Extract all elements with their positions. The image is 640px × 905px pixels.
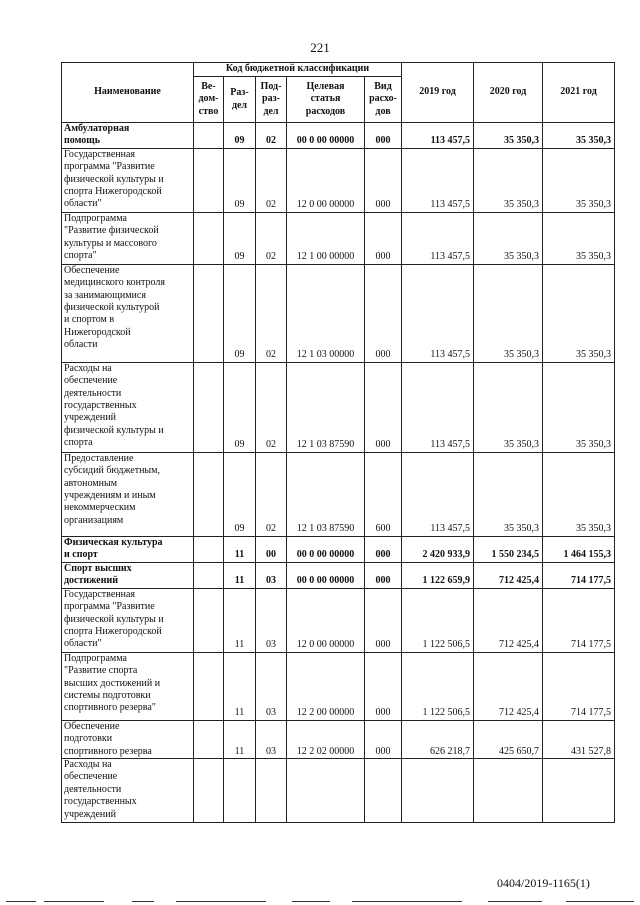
cell-2021: 1 464 155,3 [543, 536, 615, 562]
cell-razdel: 09 [224, 452, 256, 536]
cell-2021: 714 177,5 [543, 652, 615, 720]
header-vid: Вид расхо- дов [365, 77, 402, 123]
cell-vedomstvo [194, 362, 224, 452]
table-row [62, 148, 615, 212]
row-name [62, 652, 194, 720]
cell-vid-rashodov: 000 [365, 536, 402, 562]
cell-razdel: 11 [224, 536, 256, 562]
cell-2020: 425 650,7 [474, 720, 543, 758]
cell-2021: 35 350,3 [543, 264, 615, 362]
cell-vedomstvo [194, 759, 224, 823]
cell-vedomstvo [194, 452, 224, 536]
cell-2020: 35 350,3 [474, 212, 543, 264]
cell-razdel: 11 [224, 720, 256, 758]
row-name-text: Расходы на обеспечение деятельности государственных учреждений физической культуры и спорта [64, 362, 164, 449]
cell-2019: 1 122 506,5 [402, 588, 474, 652]
header-celevaya: Целевая статья расходов [287, 77, 365, 123]
cell-vedomstvo [194, 562, 224, 588]
cell-2019: 113 457,5 [402, 452, 474, 536]
cell-podrazdel: 02 [256, 123, 287, 149]
table-row [62, 452, 615, 536]
cell-2020: 35 350,3 [474, 123, 543, 149]
cell-vedomstvo [194, 148, 224, 212]
header-code-group: Код бюджетной классификации [194, 63, 402, 77]
table-row [62, 562, 615, 588]
row-name [62, 720, 194, 758]
cell-razdel: 09 [224, 212, 256, 264]
cell-2020: 35 350,3 [474, 452, 543, 536]
cell-celevaya-statya: 12 1 03 87590 [287, 362, 365, 452]
cell-razdel: 09 [224, 362, 256, 452]
cell-2020: 35 350,3 [474, 264, 543, 362]
cell-vid-rashodov: 000 [365, 264, 402, 362]
cell-2020: 1 550 234,5 [474, 536, 543, 562]
cell-2020: 35 350,3 [474, 362, 543, 452]
cell-2021 [543, 759, 615, 823]
table-row [62, 362, 615, 452]
cell-2019: 2 420 933,9 [402, 536, 474, 562]
table-row [62, 652, 615, 720]
table-row [62, 759, 615, 823]
cell-2021: 35 350,3 [543, 123, 615, 149]
header-podrazdel: Под- раз- дел [256, 77, 287, 123]
row-name [62, 759, 194, 823]
cell-2019: 113 457,5 [402, 148, 474, 212]
table-row [62, 720, 615, 758]
cell-razdel: 09 [224, 123, 256, 149]
row-name [62, 212, 194, 264]
cell-razdel: 11 [224, 652, 256, 720]
header-name: Наименование [62, 63, 194, 123]
row-name-text: Подпрограмма "Развитие физической культуры и массового спорта" [64, 212, 159, 262]
cell-podrazdel [256, 759, 287, 823]
cell-celevaya-statya: 12 2 00 00000 [287, 652, 365, 720]
cell-podrazdel: 03 [256, 562, 287, 588]
cell-2020: 712 425,4 [474, 562, 543, 588]
row-name-text: Государственная программа "Развитие физической культуры и спорта Нижегородской области" [64, 148, 164, 210]
cell-vid-rashodov: 000 [365, 652, 402, 720]
cell-vid-rashodov: 000 [365, 562, 402, 588]
cell-vedomstvo [194, 588, 224, 652]
cell-razdel: 09 [224, 148, 256, 212]
table-row [62, 536, 615, 562]
cell-vedomstvo [194, 652, 224, 720]
cell-vid-rashodov: 000 [365, 123, 402, 149]
scan-edge-marks [0, 897, 640, 905]
cell-razdel: 11 [224, 588, 256, 652]
cell-celevaya-statya [287, 759, 365, 823]
cell-podrazdel: 03 [256, 652, 287, 720]
cell-2020 [474, 759, 543, 823]
row-name-text: Предоставление субсидий бюджетным, автономным учреждениям и иным некоммерческим организациям [64, 452, 160, 526]
cell-vid-rashodov: 000 [365, 212, 402, 264]
row-name-text: Подпрограмма "Развитие спорта высших достижений и системы подготовки спортивного резерва" [64, 652, 161, 714]
table-row [62, 212, 615, 264]
cell-2019: 113 457,5 [402, 264, 474, 362]
cell-2021: 714 177,5 [543, 588, 615, 652]
cell-2021: 35 350,3 [543, 362, 615, 452]
row-name-text: Спорт высших достижений [64, 562, 132, 587]
row-name [62, 123, 194, 149]
cell-vid-rashodov: 000 [365, 720, 402, 758]
table-row [62, 588, 615, 652]
cell-2020: 712 425,4 [474, 652, 543, 720]
cell-vedomstvo [194, 264, 224, 362]
header-2019: 2019 год [402, 63, 474, 123]
row-name-text: Амбулаторная помощь [64, 123, 130, 147]
row-name [62, 148, 194, 212]
cell-celevaya-statya: 12 1 00 00000 [287, 212, 365, 264]
cell-podrazdel: 02 [256, 452, 287, 536]
cell-celevaya-statya: 12 2 02 00000 [287, 720, 365, 758]
cell-2020: 712 425,4 [474, 588, 543, 652]
cell-2019 [402, 759, 474, 823]
cell-celevaya-statya: 12 0 00 00000 [287, 588, 365, 652]
cell-2019: 1 122 506,5 [402, 652, 474, 720]
cell-2021: 35 350,3 [543, 148, 615, 212]
page-number: 221 [310, 40, 330, 55]
cell-vid-rashodov: 000 [365, 148, 402, 212]
row-name-text: Расходы на обеспечение деятельности государственных учреждений [64, 759, 137, 820]
cell-2019: 113 457,5 [402, 212, 474, 264]
row-name-text: Физическая культура и спорт [64, 536, 163, 561]
row-name [62, 452, 194, 536]
cell-vedomstvo [194, 212, 224, 264]
cell-vid-rashodov: 600 [365, 452, 402, 536]
cell-vid-rashodov [365, 759, 402, 823]
cell-podrazdel: 02 [256, 212, 287, 264]
header-2021: 2021 год [543, 63, 615, 123]
header-2020: 2020 год [474, 63, 543, 123]
cell-razdel: 11 [224, 562, 256, 588]
cell-vedomstvo [194, 720, 224, 758]
cell-razdel [224, 759, 256, 823]
row-name-text: Обеспечение медицинского контроля за занимающимися физической культурой и спортом в Нижегородской области [64, 264, 165, 351]
cell-podrazdel: 02 [256, 362, 287, 452]
table-row [62, 123, 615, 149]
cell-podrazdel: 02 [256, 148, 287, 212]
row-name [62, 562, 194, 588]
cell-2019: 113 457,5 [402, 362, 474, 452]
cell-razdel: 09 [224, 264, 256, 362]
cell-podrazdel: 02 [256, 264, 287, 362]
cell-2019: 113 457,5 [402, 123, 474, 149]
cell-vedomstvo [194, 123, 224, 149]
row-name-text: Обеспечение подготовки спортивного резерва [64, 720, 152, 757]
cell-celevaya-statya: 12 1 03 00000 [287, 264, 365, 362]
cell-2019: 1 122 659,9 [402, 562, 474, 588]
cell-2021: 35 350,3 [543, 212, 615, 264]
cell-podrazdel: 03 [256, 720, 287, 758]
cell-celevaya-statya: 12 0 00 00000 [287, 148, 365, 212]
cell-celevaya-statya: 00 0 00 00000 [287, 536, 365, 562]
cell-celevaya-statya: 00 0 00 00000 [287, 123, 365, 149]
header-razdel: Раз- дел [224, 77, 256, 123]
cell-2021: 35 350,3 [543, 452, 615, 536]
cell-2019: 626 218,7 [402, 720, 474, 758]
cell-vid-rashodov: 000 [365, 588, 402, 652]
budget-table [61, 62, 615, 823]
cell-celevaya-statya: 12 1 03 87590 [287, 452, 365, 536]
cell-podrazdel: 03 [256, 588, 287, 652]
table-row [62, 264, 615, 362]
document-code: 0404/2019-1165(1) [497, 876, 590, 890]
header-vedomstvo: Ве- дом- ство [194, 77, 224, 123]
row-name [62, 588, 194, 652]
cell-celevaya-statya: 00 0 00 00000 [287, 562, 365, 588]
row-name [62, 264, 194, 362]
cell-2020: 35 350,3 [474, 148, 543, 212]
cell-2021: 714 177,5 [543, 562, 615, 588]
cell-vid-rashodov: 000 [365, 362, 402, 452]
row-name [62, 362, 194, 452]
cell-vedomstvo [194, 536, 224, 562]
cell-podrazdel: 00 [256, 536, 287, 562]
row-name-text: Государственная программа "Развитие физической культуры и спорта Нижегородской области" [64, 588, 164, 650]
cell-2021: 431 527,8 [543, 720, 615, 758]
row-name [62, 536, 194, 562]
